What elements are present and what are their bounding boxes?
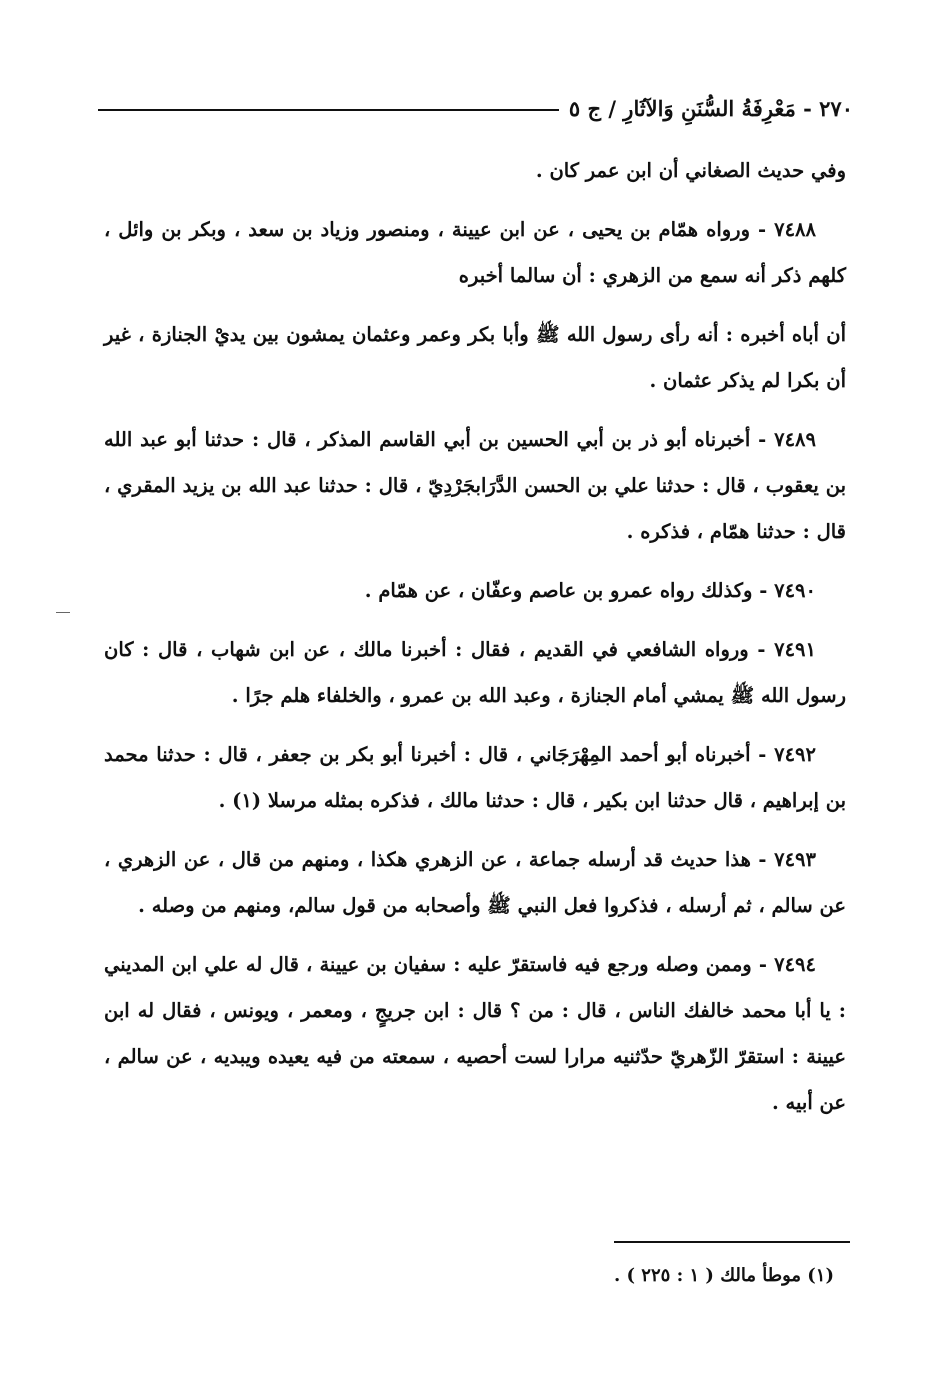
paragraph-7494: ٧٤٩٤ - وممن وصله ورجع فيه فاستقرّ عليه : سفيان بن عيينة ، قال له علي ابن المديني : يا أبا محمد خالفك الناس ، قال : من ؟ قال : ابن جريجٍ ، ومعمر ، ويونس ، فقال له ابن عيينة : استقرّ الزّهريّ حدّثنيه مرارا لست أحصيه ، سمعته من فيه يعيده ويبديه ، عن سالم ، عن أبيه . [104,953,846,1114]
page-header [98,86,853,130]
paragraph-7491: ٧٤٩١ - ورواه الشافعي في القديم ، فقال : أخبرنا مالك ، عن ابن شهاب ، قال : كان رسول الله ﷺ يمشي أمام الجنازة ، وعبد الله بن عمرو ، والخلفاء هلم جرًا . [104,638,846,707]
paragraph-7490: ٧٤٩٠ - وكذلك رواه عمرو بن عاصم وعفّان ، عن همّام . [364,579,816,602]
paragraph-7488: ٧٤٨٨ - ورواه همّام بن يحيى ، عن ابن عيينة ، ومنصور وزياد بن سعد ، وبكر بن وائل ، كلهم ذكر أنه سمع من الزهري : أن سالما أخبره [104,218,846,287]
paragraph-7493: ٧٤٩٣ - هذا حديث قد أرسله جماعة ، عن الزهري هكذا ، ومنهم من قال ، عن الزهري ، عن سالم ، ثم أرسله ، فذكروا فعل النبي ﷺ وأصحابه من قول سالم، ومنهم من وصله . [104,848,846,917]
paragraph-intro: وفي حديث الصغاني أن ابن عمر كان . [535,159,846,182]
paragraph-7492: ٧٤٩٢ - أخبرناه أبو أحمد المِهْرَجَاني ، قال : أخبرنا أبو بكر بن جعفر ، قال : حدثنا محمد بن إبراهيم ، قال حدثنا ابن بكير ، قال : حدثنا مالك ، فذكره بمثله مرسلا (١) . [104,743,846,812]
header-rule [98,109,559,111]
footnote-rule [614,1241,850,1243]
paragraph-7488-continuation: أن أباه أخبره : أنه رأى رسول الله ﷺ وأبا بكر وعمر وعثمان يمشون بين يديْ الجنازة ، غير أن بكرا لم يذكر عثمان . [104,323,846,392]
main-text [104,148,846,1139]
running-title: ٢٧٠ - مَعْرِفَةُ السُّنَنِ وَالآثَارِ / ج ٥ [568,95,853,121]
margin-mark [56,612,70,613]
footnote: (١) موطأ مالك ( ١ : ٢٢٥ ) . [613,1265,834,1286]
paragraph-7489: ٧٤٨٩ - أخبرناه أبو ذر بن أبي الحسين بن أبي القاسم المذكر ، قال : حدثنا أبو عبد الله بن يعقوب ، قال : حدثنا علي بن الحسن الدَّرَابجَرْدِيّ ، قال : حدثنا عبد الله بن يزيد المقري ، قال : حدثنا همّام ، فذكره . [104,428,846,543]
